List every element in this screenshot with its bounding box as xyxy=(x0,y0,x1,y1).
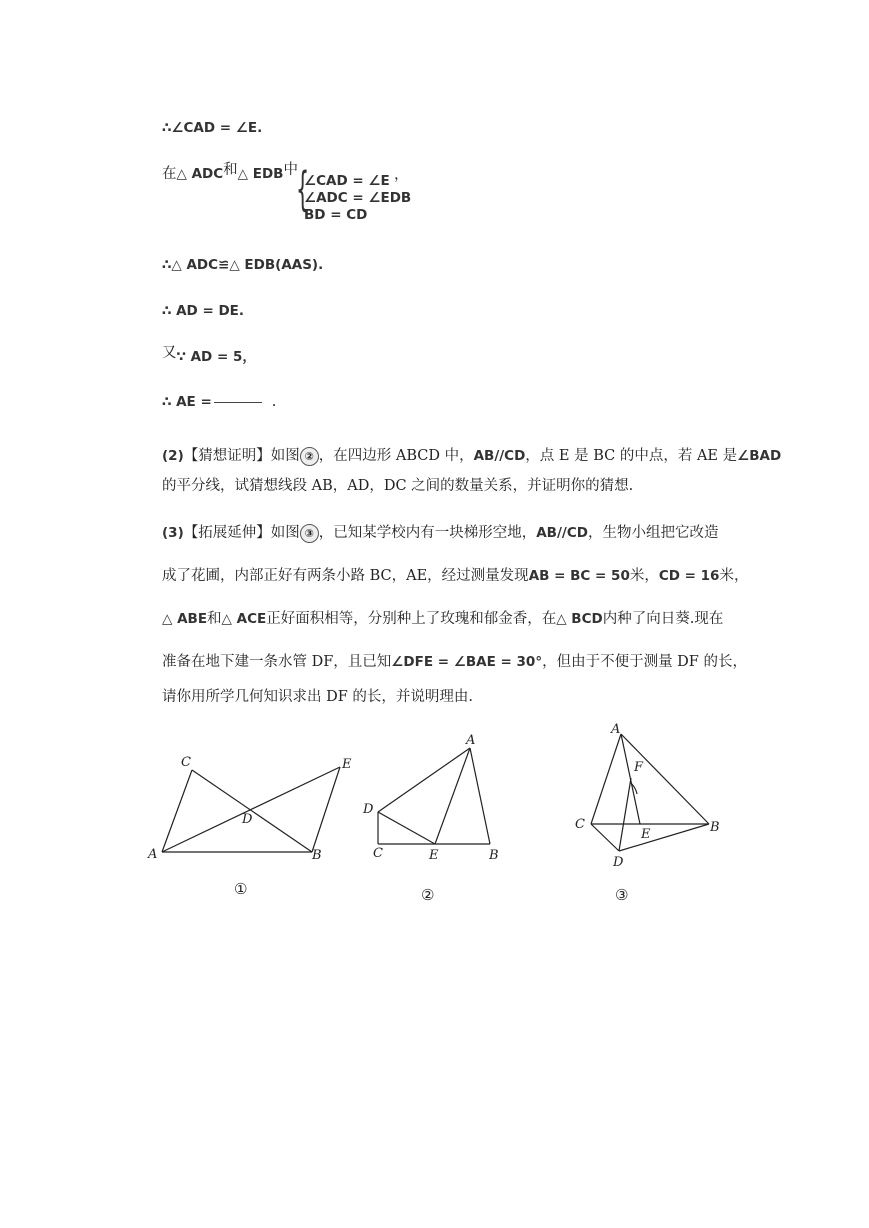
proof-line-6: ∴ AE = . xyxy=(162,394,277,410)
proof-line-4 xyxy=(162,303,244,319)
fig1-label-d: D xyxy=(242,812,253,827)
fig3-label-c: C xyxy=(575,817,585,832)
q2-math-ab-parallel-cd: AB//CD xyxy=(473,448,526,464)
fig2-label-d: D xyxy=(363,802,374,817)
proof-line-5-pre: 又 xyxy=(162,345,177,361)
q3-math-abe: △ ABE xyxy=(162,611,208,627)
q2-text-2: ，点 E 是 BC 的中点，若 AE 是 xyxy=(525,448,738,464)
fig2-label-c: C xyxy=(373,846,383,861)
fig1-label-c: C xyxy=(181,755,191,770)
q2-tag: 【猜想证明】如图 xyxy=(183,448,300,464)
q2-line-2: 的平分线，试猜想线段 AB，AD，DC 之间的数量关系，并证明你的猜想. xyxy=(162,478,634,494)
fig1-caption: ① xyxy=(234,880,248,898)
proof-line-5 xyxy=(162,345,256,366)
fig1-label-e: E xyxy=(342,757,352,772)
proof-line-1-text: ∴∠CAD = ∠E. xyxy=(162,120,263,136)
q3-text-2: ，生物小组把它改造 xyxy=(587,525,719,541)
fig2-label-a: A xyxy=(466,733,476,748)
q2-math-angle-bad: ∠BAD xyxy=(737,448,782,464)
q3-math-ace: △ ACE xyxy=(221,611,267,627)
fig2-label-e: E xyxy=(429,848,439,863)
q3-math-angles: ∠DFE = ∠BAE = 30° xyxy=(391,654,543,670)
proof-line-3-text: ∴△ ADC≌△ EDB(AAS). xyxy=(162,257,324,273)
proof-line-2-pre: 在 xyxy=(162,166,177,182)
question-2 xyxy=(162,438,782,498)
q3-line4-a: 准备在地下建一条水管 DF，且已知 xyxy=(162,654,392,670)
proof-line-2-mid: 中 xyxy=(283,162,298,178)
triangle-edb: △ EDB xyxy=(237,166,284,182)
q2-number: (2) xyxy=(162,448,184,464)
proof-line-1 xyxy=(162,120,262,136)
system-eq-2: ∠ADC = ∠EDB xyxy=(304,190,412,206)
figure-1 xyxy=(140,745,370,870)
proof-line-3 xyxy=(162,257,323,273)
q3-math-bcd: △ BCD xyxy=(556,611,603,627)
fig3-label-a: A xyxy=(611,722,621,737)
q3-line2-a: 成了花圃，内部正好有两条小路 BC，AE，经过测量发现 xyxy=(162,568,529,584)
q3-number: (3) xyxy=(162,525,184,541)
system-eq-3: BD = CD xyxy=(304,207,368,223)
proof-line-4-text: ∴ AD = DE. xyxy=(162,303,245,319)
system-comma: ， xyxy=(394,167,409,183)
q3-line3-c: 内种了向日葵.现在 xyxy=(602,611,724,627)
q3-text-1: ，已知某学校内有一块梯形空地， xyxy=(318,525,537,541)
q3-math-cd: CD = 16 xyxy=(658,568,720,584)
fig3-caption: ③ xyxy=(615,886,629,904)
figure-2 xyxy=(355,728,515,868)
fig2-caption: ② xyxy=(421,886,435,904)
q3-line2-c: 米， xyxy=(719,568,749,584)
proof-line-2-and: 和 xyxy=(223,162,238,178)
fig1-label-a: A xyxy=(148,847,158,862)
q3-line-5: 请你用所学几何知识求出 DF 的长，并说明理由. xyxy=(162,689,474,705)
answer-blank xyxy=(214,402,262,403)
q3-math-ab-bc: AB = BC = 50 xyxy=(528,568,630,584)
q3-figure-ref: ③ xyxy=(300,524,319,543)
figure-3 xyxy=(565,718,735,873)
fig3-label-b: B xyxy=(710,820,720,835)
q3-line3-a: 和 xyxy=(207,611,222,627)
q3-line4-b: ，但由于不便于测量 DF 的长， xyxy=(542,654,747,670)
fig3-label-f: F xyxy=(634,760,644,775)
proof-line-2 xyxy=(162,162,298,183)
system-eq-1: ∠CAD = ∠E xyxy=(304,173,390,189)
fig3-label-e: E xyxy=(641,827,651,842)
q3-math-ab-parallel-cd: AB//CD xyxy=(536,525,588,541)
fig2-label-b: B xyxy=(489,848,499,863)
q2-text-1: ，在四边形 ABCD 中， xyxy=(318,448,474,464)
q2-figure-ref: ② xyxy=(300,447,319,466)
fig3-label-d: D xyxy=(613,855,624,870)
q3-tag: 【拓展延伸】如图 xyxy=(183,525,300,541)
triangle-adc: △ ADC xyxy=(176,166,224,182)
proof-line-5-text: ∵ AD = 5， xyxy=(176,349,256,365)
fig1-label-b: B xyxy=(312,848,322,863)
system-brace: { xyxy=(296,162,310,216)
q3-line3-b: 正好面积相等，分别种上了玫瑰和郁金香，在 xyxy=(266,611,557,627)
q3-line2-b: 米， xyxy=(629,568,659,584)
question-3 xyxy=(162,512,749,710)
proof-line-6-text: ∴ AE = xyxy=(162,394,212,410)
